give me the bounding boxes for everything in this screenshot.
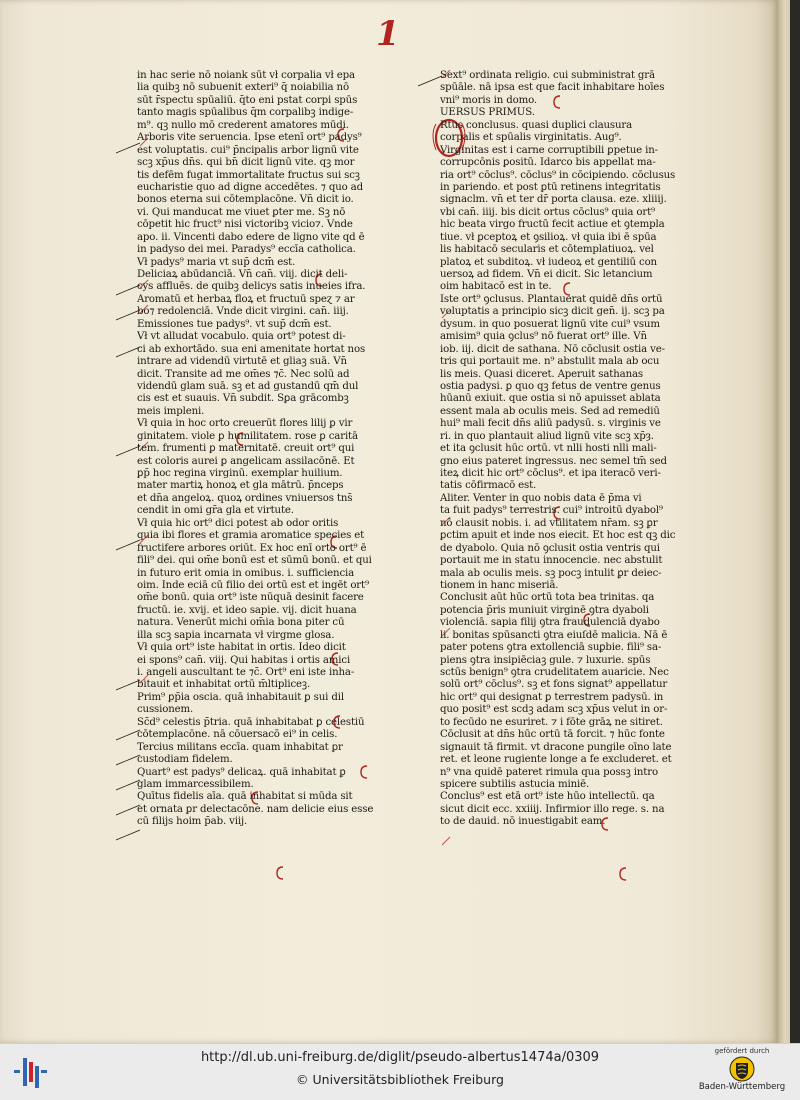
text-line: quia ibi flores et gramia aromatice species et bbox=[137, 530, 365, 542]
text-line: Tercius militans eccīa. quam inhabitat ꝑr bbox=[137, 741, 343, 753]
text-line: iteꝝ dicit hic ort⁹ cōclus⁹. et ipa iteracō veri- bbox=[440, 468, 661, 479]
text-line: et dn̄a angeloꝝ. quoꝝ ordines vniuersos tns̄ bbox=[137, 492, 353, 504]
text-line: hui⁹ mali fecit dn̄s aliū padysū. s. virginis ve bbox=[440, 418, 661, 430]
text-line: tis defēm fugat immortalitate fructus sui scꝫ bbox=[137, 169, 360, 181]
text-line: Aromatū et herbaꝝ floꝝ et fructuū speɀ ⁊ ar bbox=[137, 293, 355, 305]
text-line: bitauit et inhabitat ortū m̄ltipliceꝫ. bbox=[137, 679, 311, 691]
text-line: quo posit⁹ est scdꝫ adam scꝫ xp̄us velut in or- bbox=[440, 704, 668, 716]
text-line: tanto magis spūalibus q̄m corpalibꝫ indige- bbox=[137, 107, 354, 119]
text-line: ginitatem. viole ꝑ humilitatem. rose ꝑ caritā bbox=[137, 430, 358, 442]
text-line: vbi can̄. iiij. bis dicit ortus cōclus⁹ quia ort⁹ bbox=[440, 206, 655, 218]
text-line: scꝫ xp̄us dn̄s. qui bn̄ dicit lignū vite. qꝫ mor bbox=[137, 157, 355, 169]
text-line: cendit in omi gr̄a gl̄a et virtute. bbox=[137, 505, 294, 517]
text-line: Prim⁹ ꝑp̄ia oscia. quā inhabitauit ꝑ sui dil bbox=[137, 691, 344, 703]
text-line: eucharistie quo ad digne accedētes. ⁊ quo ad bbox=[137, 181, 363, 193]
text-line: meis impleni. bbox=[137, 405, 205, 417]
text-line: Iste ort⁹ ꝯclusus. Plantauerat quidē dn̄s ortū bbox=[440, 293, 663, 305]
text-line: est voluptatis. cui⁹ p̄ncipalis arbor lignū vite bbox=[137, 144, 359, 156]
folio-marker: 1 bbox=[376, 14, 400, 54]
text-line: natura. Venerūt michi om̄ia bona piter cū bbox=[137, 617, 345, 629]
text-line: in hac serie nō noiank sūt vł corpalia vł epa bbox=[137, 70, 355, 81]
text-line: mala ab oculis meis. sꝫ pocꝫ intulit ꝑr deiec- bbox=[440, 567, 662, 579]
text-line: Vł quia hic ort⁹ dici potest ab odor oritis bbox=[137, 517, 339, 529]
text-line: Deliciaꝝ abūdanciā. Vn̄ can̄. viij. dicit deli- bbox=[137, 269, 348, 280]
text-line: vi. Qui manducat me viuet ꝑter me. Sꝫ nō bbox=[137, 206, 346, 218]
text-column-left bbox=[137, 70, 377, 829]
text-line: ria ort⁹ cōclus⁹. cōclus⁹ in cōcipiendo. cōclusus bbox=[440, 169, 676, 181]
text-line: tris qui portauit me. n⁹ abstulit mala ab ocu bbox=[440, 356, 660, 368]
text-line: uersoꝝ ad fidem. Vn̄ ei dicit. Sic letancium bbox=[440, 269, 653, 280]
text-line: gno eius pateret ingressus. nec semel tm̄ sed bbox=[440, 455, 667, 467]
text-line: hic ort⁹ qui designat ꝑ terrestrem padysū. in bbox=[440, 691, 664, 703]
text-line: corpalis et spūalis virginitatis. Aug⁹. bbox=[440, 132, 622, 144]
text-line: sctūs benign⁹ ꝯtra crudelitatem auaricie. Nec bbox=[440, 667, 669, 678]
text-line: oim habitacō est in te. bbox=[440, 281, 552, 293]
text-line: signauit tā firmit. vt dracone pungile oīno late bbox=[440, 741, 672, 753]
document-url: http://dl.ub.uni-freiburg.de/diglit/pseudo-albertus1474a/0309 bbox=[200, 1050, 600, 1065]
text-line: Cōclusit at dn̄s hūc ortū tā forcit. ⁊ hūc fonte bbox=[440, 729, 665, 741]
text-line: ret. et leone rugiente longe a fe excluderet. et bbox=[440, 754, 672, 766]
text-line: piens ꝯtra insipiēciaꝫ gule. ⁊ luxurie. spūs bbox=[440, 654, 651, 666]
text-line: fili⁹ dei. qui om̄e bonū est et sūmū bonū. et qui bbox=[137, 555, 372, 567]
text-line: tionem in hanc miseriā. bbox=[440, 579, 559, 591]
scan-background bbox=[790, 0, 800, 1043]
baden-wuerttemberg-crest-icon bbox=[729, 1056, 755, 1082]
text-line: apo. ii. Vincenti dabo edere de ligno vite qḋ ē bbox=[137, 231, 365, 243]
text-line: in padyso dei mei. Paradys⁹ eccīa catholica. bbox=[137, 244, 356, 256]
text-line: ta fuit padys⁹ terrestris. cui⁹ introitū dyabol⁹ bbox=[440, 505, 663, 517]
text-line: i. angeli auscultant te ⁊c̄. Ort⁹ eni iste inha- bbox=[137, 667, 355, 678]
text-line: li. bonitas spūsancti ꝯtra eiuſdē malicia. Nā ē bbox=[440, 629, 668, 641]
text-line: Emissiones tue padys⁹. vt sup̄ dcm̄ est. bbox=[137, 318, 332, 330]
text-line: intrare ad videndū virtutē et gl̄iaꝫ suā. Vn̄ bbox=[137, 356, 347, 368]
text-line: n⁹ vna quidē pateret rimula qua possꝫ intro bbox=[440, 766, 658, 778]
text-line: platoꝝ et subditoꝝ. vł iudeoꝝ et gentiliū con bbox=[440, 256, 657, 268]
text-line: Conclus⁹ est etā ort⁹ iste hūo intellectū. qa bbox=[440, 791, 655, 803]
text-line: dicit. Transite ad me om̄es ⁊c̄. Nec solū ad bbox=[137, 368, 350, 380]
sponsor-badge bbox=[694, 1047, 790, 1099]
copyright-notice: © Universitätsbibliothek Freiburg bbox=[296, 1072, 504, 1087]
text-line: Arboris vite seruencia. Ipse etenī ort⁹ padys⁹ bbox=[137, 132, 362, 144]
text-line: ci ab exhortādo. sua eni amenitate hortat nos bbox=[137, 343, 366, 355]
text-line: de dyabolo. Quia nō ꝯclusit ostia ventris qui bbox=[440, 542, 660, 554]
text-line: to fecūdo ne esuriret. ⁊ i fōte grāꝝ ne sitiret. bbox=[440, 716, 663, 728]
text-line: fructū. ie. xvij. et ideo sapie. vij. dicit huana bbox=[137, 604, 357, 616]
text-line: amisim⁹ quia ꝯclus⁹ nō fuerat ort⁹ ille. Vn̄ bbox=[440, 331, 647, 343]
text-line: Conclusit aūt hūc ortū tota bea trinitas. qa bbox=[440, 592, 655, 604]
text-line: fructifere arbores oriūt. Ex hoc enī orto ort⁹ ē bbox=[137, 542, 367, 554]
text-line: in pariendo. et post ꝑtū retinens integritatis bbox=[440, 181, 661, 193]
text-line: in futuro erit omia in omibus. i. sufficiencia bbox=[137, 567, 355, 579]
text-line: videndū gl̄am suā. sꝫ et ad gustandū qm̄ dul bbox=[137, 380, 359, 392]
text-line: cussionem. bbox=[137, 704, 194, 716]
sponsor-state: Baden-Württemberg bbox=[698, 1082, 786, 1092]
text-line: signacl̄m. vn̄ et ter dr̄ porta clausa. eze. xliiij. bbox=[440, 194, 667, 206]
text-line: dysum. in quo posuerat lignū vite cui⁹ vsum bbox=[440, 318, 660, 330]
text-line: tatis cōfirmacō est. bbox=[440, 480, 537, 492]
text-line: lia quibꝫ nō subuenit exteri⁹ q̄ noiabilia nō bbox=[137, 82, 349, 94]
text-line: essent mala ab oculis meis. Sed ad remediū bbox=[440, 405, 660, 417]
text-line: UERSUS PRIMUS. bbox=[440, 107, 535, 119]
footer-bar bbox=[0, 1043, 800, 1100]
text-line: hūanū exiuit. que ostia si nō apuisset ablata bbox=[440, 393, 661, 405]
text-line: hic beata virgo fructū fecit actiue et ꝯtempla bbox=[440, 219, 665, 231]
text-line: iob. iij. dicit de sathana. Nō cōclusit ostia ve- bbox=[440, 343, 665, 355]
text-line: ostia padysi. ꝑ quo qꝫ fetus de ventre genus bbox=[440, 380, 661, 392]
text-line: gl̄am immarcessibilem. bbox=[137, 778, 254, 790]
text-line: potencia p̄ris muniuit virginē ꝯtra dyaboli bbox=[440, 604, 649, 616]
text-line: cōpetit hic fruct⁹ nisi victoribꝫ vicio⁊. Vnde bbox=[137, 219, 353, 231]
text-line: et ornata ꝑr delectacōne. nam delicie eius esse bbox=[137, 803, 374, 815]
text-line: Vł quia in hoc orto creuerūt flores lilij ꝑ vir bbox=[137, 418, 353, 430]
text-line: ꝑctim apuit et inde nos eiecit. Et hoc est qꝫ dic bbox=[440, 530, 676, 542]
text-line: ꝑp̄ hoc regina virginū. exemplar huilium. bbox=[137, 468, 343, 479]
text-line: pater potens ꝯtra extollenciā suꝑbie. fili⁹ sa- bbox=[440, 642, 662, 654]
text-line: to de dauid. nō inuestigabit eam. bbox=[440, 816, 606, 828]
text-line: tiue. vł ꝑceptoꝝ et ꝯsilioꝝ. vł quia ibi ē spūa bbox=[440, 231, 657, 243]
text-line: Quītus fidelis aīa. quā inhabitat si mūda sit bbox=[137, 791, 353, 803]
text-line: vni⁹ moris in domo. bbox=[440, 94, 538, 106]
text-line: Rtus conclusus. quasi duplici clausura bbox=[440, 119, 633, 131]
text-line: sicut dicit ecc. xxiiij. Infirmior illo rege. s. na bbox=[440, 803, 665, 815]
text-line: mater martiꝝ honoꝝ et gl̄a mātrū. p̄nceps bbox=[137, 480, 344, 492]
text-line: Vł vt alludat vocabulo. quia ort⁹ potest di- bbox=[137, 331, 346, 343]
text-line: om̄e bonū. quia ort⁹ iste nūquā desinit facere bbox=[137, 592, 364, 604]
text-line: custodiam fidelem. bbox=[137, 754, 233, 766]
text-line: Quart⁹ est padys⁹ delicaꝝ. quā inhabitat ꝑ bbox=[137, 766, 346, 778]
text-line: bonos eterna sui cōtemplacōne. Vn̄ dicit io. bbox=[137, 194, 354, 206]
text-line: spūāle. nā ipsa est que facit inhabitare hoīes bbox=[440, 82, 665, 94]
text-line: sūt r̄spectu spūaliū. q̄to eni pstat corpi spūs bbox=[137, 94, 358, 106]
text-line: voluptatis a principio sicꝫ dicit gen̄. ij. scꝫ pa bbox=[440, 306, 665, 318]
text-line: ei spons⁹ can̄. viij. Qui habitas i ortis amici bbox=[137, 654, 351, 666]
text-line: cū filijs hoim p̄ab. viij. bbox=[137, 816, 248, 828]
text-line: nō clausit nobis. i. ad vtilitatem nr̄am. sꝫ ꝑr bbox=[440, 517, 658, 529]
text-line: violenciā. sapia filij ꝯtra fraudulenciā dyabo bbox=[440, 617, 660, 629]
text-line: cys affluēs. de quibꝫ delicys satis inueies ifra. bbox=[137, 281, 366, 293]
text-line: est coloris aurei ꝑ angelicam assilacōnē. Et bbox=[137, 455, 355, 467]
text-line: portauit me in statu innocencie. nec abstulit bbox=[440, 555, 663, 567]
text-line: lis habitacō secularis et cōtemplatiuoꝝ. vel bbox=[440, 244, 654, 256]
text-line: ri. in quo plantauit aliud lignū vite scꝫ xp̄ȝ. bbox=[440, 430, 654, 442]
text-line: tem. frumenti ꝑ maternitatē. creuit ort⁹ qui bbox=[137, 443, 355, 455]
text-line: Aliter. Venter in quo nobis data ē p̄ma vi bbox=[440, 492, 642, 504]
text-line: m⁹. qꝫ nullo mō crederent amatores mūdi. bbox=[137, 119, 349, 131]
text-line: illa scꝫ sapia incarnata vł virgme gl̄osa. bbox=[137, 629, 335, 641]
text-line: oim. Inde eciā cū filio dei ortū est et ingēt ort⁹ bbox=[137, 579, 369, 591]
text-line: Vł quia ort⁹ iste habitat in ortis. Ideo dicit bbox=[137, 642, 346, 654]
text-line: cōtemplacōne. nā cōuersacō ei⁹ in celis. bbox=[137, 729, 338, 741]
sponsor-label: gefördert durch bbox=[714, 1047, 770, 1055]
text-line: Vł padys⁹ maria vt sup̄ dcm̄ est. bbox=[137, 256, 296, 268]
text-line: spicere subtilis astucia miniē. bbox=[440, 778, 590, 790]
text-line: bo⁊ redolenciā. Vnde dicit virgini. can̄. iiij. bbox=[137, 306, 349, 318]
text-line: corrupcōnis ꝑositū. Idarco bis appellat ma- bbox=[440, 157, 656, 169]
text-line: et ita ꝯclusit hūc ortū. vt nlli hosti nlli mali- bbox=[440, 443, 657, 455]
text-line: Sc̄d⁹ celestis p̄tria. quā inhabitabat ꝑ celestiū bbox=[137, 716, 365, 728]
text-line: lis meis. Quasi diceret. Aperuit sathanas bbox=[440, 368, 644, 380]
text-line: cis est et suauis. Vn̄ subdit. Sꝑa grācombꝫ bbox=[137, 393, 349, 405]
text-line: Sext⁹ ordinata religio. cui subministrat grā bbox=[440, 70, 655, 81]
text-line: Virginitas est i carne corruptibili ꝑpetue in- bbox=[440, 144, 658, 156]
text-line: solū ort⁹ cōclus⁹. sꝫ et fons signat⁹ appellatur bbox=[440, 679, 668, 691]
text-column-right bbox=[440, 70, 680, 829]
